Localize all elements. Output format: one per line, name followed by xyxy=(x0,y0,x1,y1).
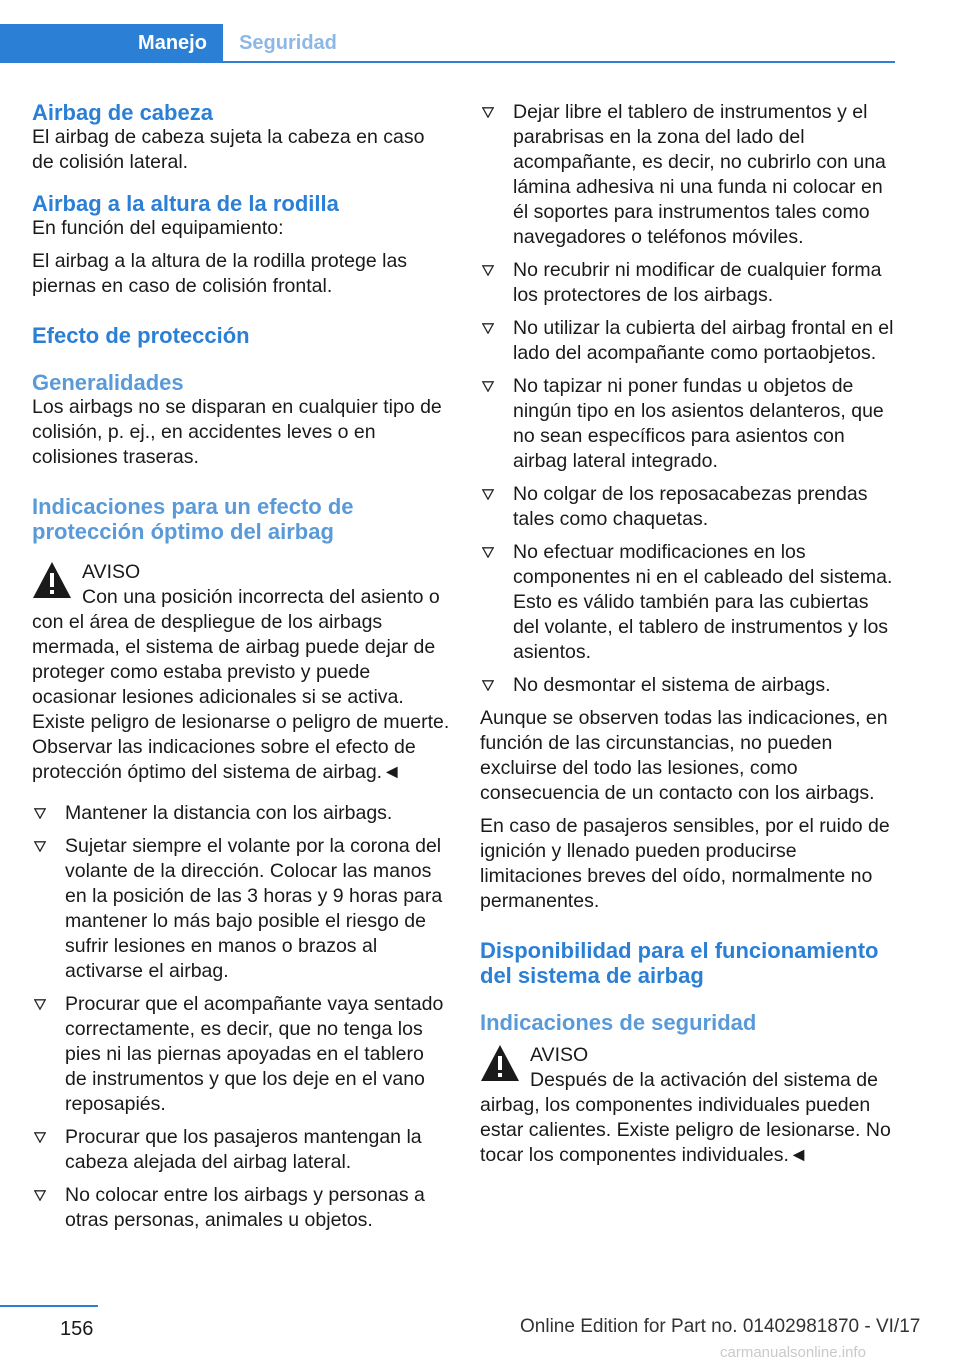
right-column xyxy=(480,100,898,1168)
triangle-bullet-icon xyxy=(34,841,46,852)
list-item: Procurar que los pasajeros mantengan la cabeza alejada del airbag lateral. xyxy=(32,1125,450,1175)
tab-manejo[interactable]: Manejo xyxy=(122,24,223,62)
warning-box-aviso xyxy=(480,1043,898,1168)
triangle-bullet-icon xyxy=(482,680,494,691)
footer-rule xyxy=(0,1305,98,1307)
warning-label: AVISO xyxy=(82,561,141,583)
tab-seguridad[interactable]: Seguridad xyxy=(239,31,337,54)
list-item: No desmontar el sistema de airbags. xyxy=(480,673,898,698)
list-item: Dejar libre el tablero de instrumentos y el parabrisas en la zona del lado del acompañante, es decir, no cubrirlo con una lámina adhesiva ni una funda ni colocar en él soportes para instrumentos tales como navegadores o teléfonos móviles. xyxy=(480,100,898,250)
list-item: No efectuar modificaciones en los componentes ni en el cableado del sistema. Esto es válido también para las cubiertas del volante, el tablero de instrumentos y los asientos. xyxy=(480,540,898,665)
warning-box-aviso xyxy=(32,560,450,785)
triangle-bullet-icon xyxy=(34,1132,46,1143)
warning-triangle-icon xyxy=(32,560,72,600)
list-item: Sujetar siempre el volante por la corona del volante de la dirección. Colocar las manos en la posición de las 3 horas y 9 horas para mantener lo más bajo posible el riesgo de sufrir lesiones en manos o brazos al activarse el airbag. xyxy=(32,834,450,984)
triangle-bullet-icon xyxy=(482,489,494,500)
header-rule xyxy=(0,61,895,63)
triangle-bullet-icon xyxy=(482,107,494,118)
triangle-bullet-icon xyxy=(34,999,46,1010)
triangle-bullet-icon xyxy=(482,547,494,558)
right-bullet-list xyxy=(480,100,898,698)
heading-efecto-proteccion: Efecto de protección xyxy=(32,323,250,348)
list-item: No colocar entre los airbags y personas a otras personas, animales u objetos. xyxy=(32,1183,450,1233)
left-column xyxy=(32,100,450,1241)
triangle-bullet-icon xyxy=(482,323,494,334)
heading-airbag-cabeza: Airbag de cabeza xyxy=(32,100,213,125)
triangle-bullet-icon xyxy=(482,381,494,392)
heading-indicaciones-efecto: Indicaciones para un efecto de protección óptimo del airbag xyxy=(32,494,354,544)
triangle-bullet-icon xyxy=(34,1190,46,1201)
triangle-bullet-icon xyxy=(482,265,494,276)
watermark: carmanualsonline.info xyxy=(720,1344,866,1361)
text-generalidades: Los airbags no se disparan en cualquier tipo de colisión, p. ej., en accidentes leves o en colisiones traseras. xyxy=(32,396,442,468)
text-rodilla-protege: El airbag a la altura de la rodilla protege las piernas en caso de colisión frontal. xyxy=(32,250,408,297)
list-item: No colgar de los reposacabezas prendas tales como chaquetas. xyxy=(480,482,898,532)
list-item: No utilizar la cubierta del airbag frontal en el lado del acompañante como portaobjetos. xyxy=(480,316,898,366)
text-airbag-cabeza: El airbag de cabeza sujeta la cabeza en caso de colisión lateral. xyxy=(32,126,425,173)
edition-info: Online Edition for Part no. 01402981870 - VI/17 xyxy=(520,1316,921,1337)
heading-indicaciones-seguridad: Indicaciones de seguridad xyxy=(480,1010,757,1035)
page-number: 156 xyxy=(60,1318,94,1340)
list-item: Mantener la distancia con los airbags. xyxy=(32,801,450,826)
text-rodilla-equipamiento: En función del equipamiento: xyxy=(32,217,284,239)
heading-generalidades: Generalidades xyxy=(32,370,184,395)
text-aunque: Aunque se observen todas las indicaciones, en función de las circunstancias, no pueden excluirse del todo las lesiones, como consecuencia de un contacto con los airbags. xyxy=(480,707,888,804)
header-tab-blank xyxy=(0,24,122,62)
triangle-bullet-icon xyxy=(34,808,46,819)
text-pasajeros: En caso de pasajeros sensibles, por el ruido de ignición y llenado pueden producirse limitaciones breves del oído, normalmente no permanentes. xyxy=(480,815,890,912)
left-bullet-list xyxy=(32,801,450,1233)
warning-label: AVISO xyxy=(530,1044,589,1066)
heading-airbag-rodilla: Airbag a la altura de la rodilla xyxy=(32,191,339,216)
warning-triangle-icon xyxy=(480,1043,520,1083)
heading-disponibilidad: Disponibilidad para el funcionamiento del sistema de airbag xyxy=(480,938,879,988)
warning-text: Con una posición incorrecta del asiento o con el área de despliegue de los airbags mermada, el sistema de airbag puede dejar de proteger como estaba previsto y puede ocasionar lesiones adicionales si se activa. Existe peligro de lesionarse o peligro de muerte. Observar las indicaciones sobre el efecto de protección óptimo del sistema de airbag.◄ xyxy=(32,586,450,783)
list-item: No tapizar ni poner fundas u objetos de ningún tipo en los asientos delanteros, que no sean específicos para asientos con airbag lateral integrado. xyxy=(480,374,898,474)
list-item: No recubrir ni modificar de cualquier forma los protectores de los airbags. xyxy=(480,258,898,308)
list-item: Procurar que el acompañante vaya sentado correctamente, es decir, que no tenga los pies ni las piernas apoyadas en el tablero de instrumentos y que los deje en el vano reposapiés. xyxy=(32,992,450,1117)
warning-text: Después de la activación del sistema de airbag, los componentes individuales pueden estar calientes. Existe peligro de lesionarse. No tocar los componentes individuales.◄ xyxy=(480,1069,891,1166)
